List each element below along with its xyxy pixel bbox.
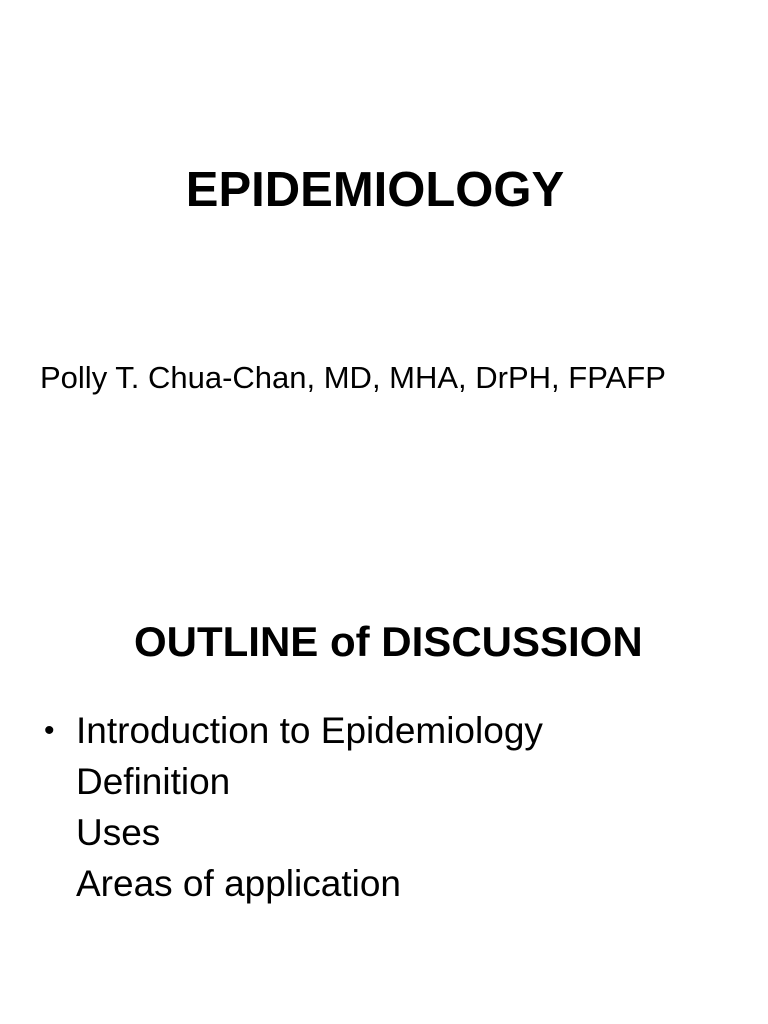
- list-item-label: Introduction to Epidemiology: [76, 710, 543, 751]
- outline-title: OUTLINE of DISCUSSION: [134, 618, 643, 665]
- slide-title: EPIDEMIOLOGY: [185, 163, 565, 217]
- list-item: [40, 705, 740, 756]
- author-line: Polly T. Chua-Chan, MD, MHA, DrPH, FPAFP: [40, 360, 666, 395]
- outline-slide: [0, 512, 768, 1024]
- sub-item-uses: Uses: [76, 812, 161, 853]
- bullet-icon: •: [44, 714, 55, 747]
- sub-item-definition: Definition: [76, 761, 231, 802]
- sub-item-areas-of-application: Areas of application: [76, 863, 401, 904]
- outline-list: [40, 705, 740, 909]
